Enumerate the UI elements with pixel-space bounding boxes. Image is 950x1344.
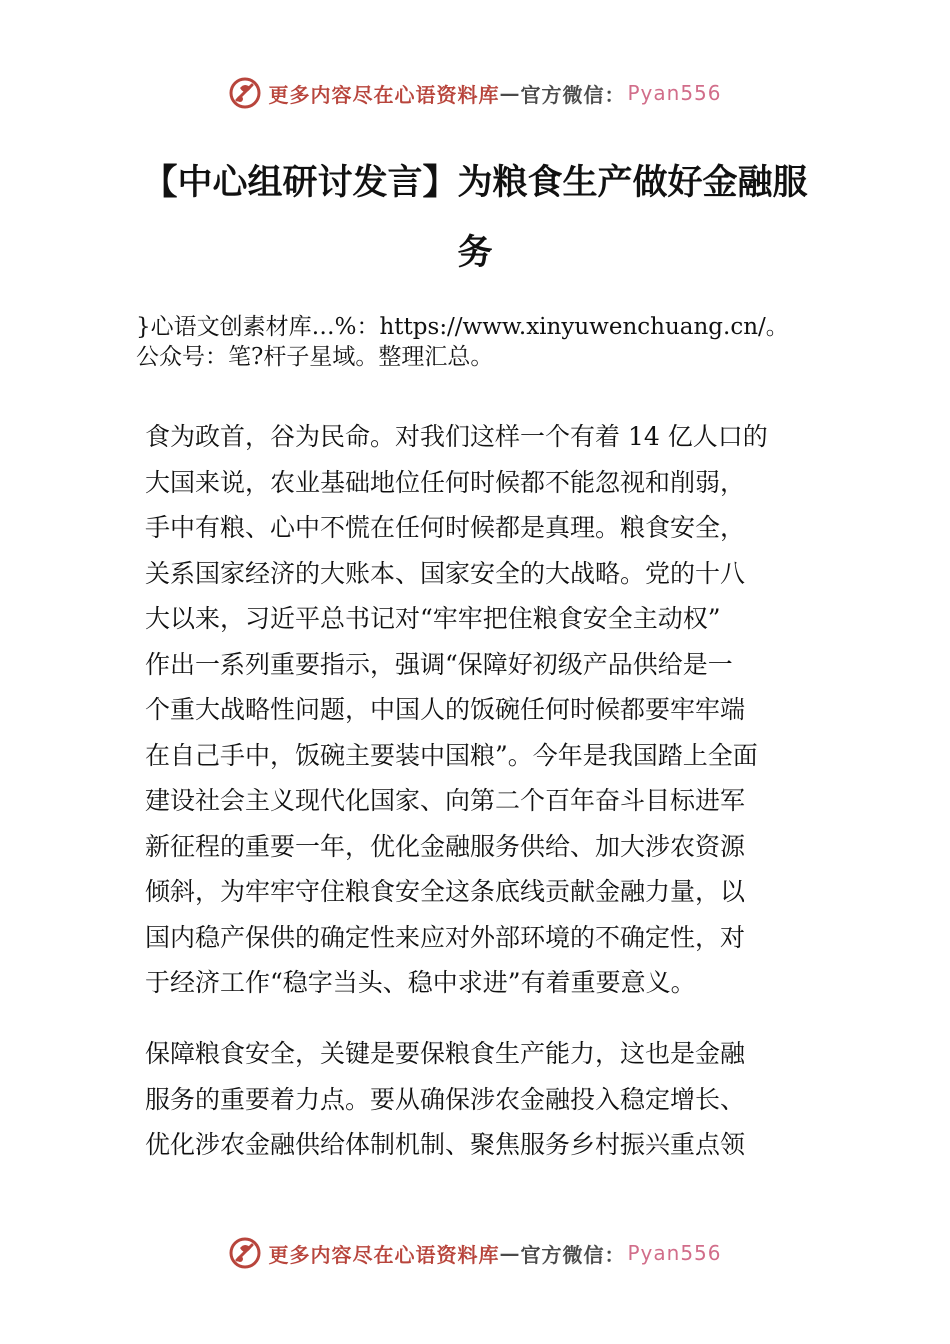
title-line: 务 <box>457 233 493 273</box>
paragraph-line: 个重大战略性问题，中国人的饭碗任何时候都要牢牢端 <box>145 695 746 724</box>
paragraph-line: 关系国家经济的大账本、国家安全的大战略。党的十八 <box>145 558 746 588</box>
banner-wechat-label: 官方微信： <box>520 1242 626 1267</box>
paragraph-line: 大国来说，农业基础地位任何时候都不能忽视和削弱， <box>145 467 746 497</box>
source-line-website: }心语文创素材库…%：https://www.xinyuwenchuang.cn/。 <box>136 314 789 340</box>
paragraph-line: 倾斜，为牢牢守住粮食安全这条底线贡献金融力量，以 <box>145 877 746 906</box>
title-line: 【中心组研讨发言】为粮食生产做好金融服 <box>142 163 808 203</box>
paragraph-line: 手中有粮、心中不慌在任何时候都是真理。粮食安全， <box>145 513 746 542</box>
paragraph-line: 保障粮食安全，关键是要保粮食生产能力，这也是金融 <box>145 1039 746 1068</box>
banner-wechat-id: Pyan556 <box>627 1241 722 1265</box>
page-title <box>100 148 850 288</box>
bottom-banner <box>0 1231 950 1275</box>
paragraph-line: 优化涉农金融供给体制机制、聚焦服务乡村振兴重点领 <box>145 1130 746 1159</box>
paragraph-line: 食为政首，谷为民命。对我们这样一个有着 14 亿人口的 <box>145 422 768 451</box>
banner-wechat-id: Pyan556 <box>627 81 722 105</box>
brand-logo-icon <box>228 76 262 110</box>
top-banner <box>0 71 950 115</box>
source-note <box>136 312 856 372</box>
banner-dash: — <box>499 81 521 105</box>
banner-brand-text: 更多内容尽在心语资料库 <box>268 82 500 107</box>
banner-wechat-label: 官方微信： <box>520 82 626 107</box>
paragraph-line: 建设社会主义现代化国家、向第二个百年奋斗目标进军 <box>145 786 746 815</box>
paragraph-line: 于经济工作“稳字当头、稳中求进”有着重要意义。 <box>145 968 696 997</box>
paragraph-line: 新征程的重要一年，优化金融服务供给、加大涉农资源 <box>145 831 746 861</box>
paragraph-line: 作出一系列重要指示，强调“保障好初级产品供给是一 <box>145 649 733 679</box>
paragraph-line: 在自己手中，饭碗主要装中国粮”。今年是我国踏上全面 <box>145 740 758 770</box>
paragraph-line: 国内稳产保供的确定性来应对外部环境的不确定性，对 <box>145 922 746 952</box>
brand-logo-icon <box>228 1236 262 1270</box>
source-line-account: 公众号：笔?杆子星域。整理汇总。 <box>136 344 494 370</box>
banner-brand-text: 更多内容尽在心语资料库 <box>268 1242 500 1267</box>
paragraph-line: 大以来，习近平总书记对“牢牢把住粮食安全主动权” <box>145 604 721 633</box>
banner-dash: — <box>499 1241 521 1265</box>
paragraph-line: 服务的重要着力点。要从确保涉农金融投入稳定增长、 <box>145 1084 746 1114</box>
body-paragraph <box>145 414 825 1006</box>
body-paragraph <box>145 1031 825 1168</box>
